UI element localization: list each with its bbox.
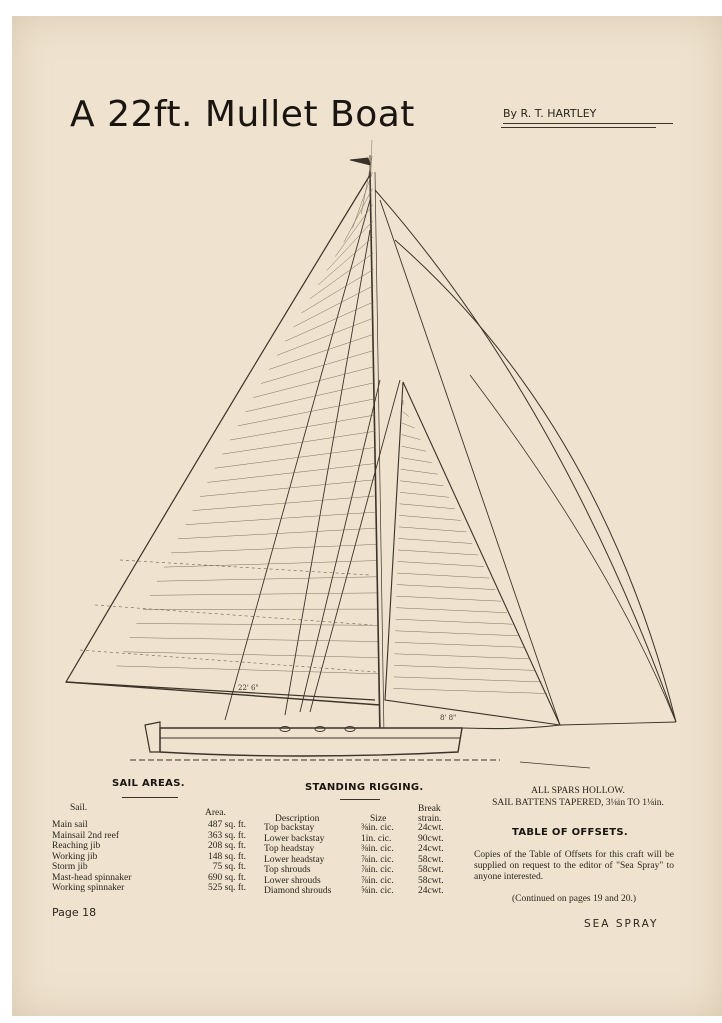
jib-hatch-line bbox=[402, 435, 421, 440]
rigging-size: ⅝in. cic. bbox=[361, 886, 394, 896]
sail-col-header: Sail. bbox=[70, 803, 88, 813]
rigging-strain: 58cwt. bbox=[418, 854, 444, 865]
sail-hatch-line bbox=[310, 253, 373, 299]
jib-hatch-line bbox=[396, 619, 513, 624]
jib-hatch-line bbox=[395, 642, 524, 647]
byline: By R. T. HARTLEY bbox=[503, 107, 597, 120]
rigging-strain: 24cwt. bbox=[418, 844, 444, 854]
rigging-row bbox=[264, 876, 454, 887]
rigging-strain: 58cwt. bbox=[418, 875, 444, 886]
sail-name: Main sail bbox=[52, 820, 88, 830]
rigging-description: Diamond shrouds bbox=[264, 886, 332, 896]
rigging-description: Top backstay bbox=[264, 823, 315, 833]
spars-note: ALL SPARS HOLLOW. bbox=[531, 786, 625, 796]
jib-hatch-line bbox=[397, 585, 496, 590]
rigging-row bbox=[264, 823, 454, 834]
magazine-name: SEA SPRAY bbox=[584, 918, 659, 930]
jib-hatch-line bbox=[398, 539, 472, 544]
jib-hatch-line bbox=[395, 631, 518, 636]
sail-hatch-line bbox=[207, 464, 375, 483]
rigging-row bbox=[264, 865, 454, 876]
rigging-row bbox=[264, 886, 454, 897]
sail-hatch-line bbox=[130, 638, 378, 642]
sail-areas-table bbox=[52, 820, 252, 894]
rigging-size: ⅞in. cic. bbox=[361, 875, 394, 886]
battens-note: SAIL BATTENS TAPERED, 3⅛in TO 1⅛in. bbox=[492, 798, 664, 808]
jib-hatch-line bbox=[397, 573, 489, 578]
sail-hatch-line bbox=[253, 367, 374, 398]
area-col-header: Area. bbox=[205, 808, 226, 818]
sail-area-row bbox=[52, 841, 252, 852]
break-col-header-2: strain. bbox=[418, 814, 442, 824]
rigging-size: 1in. cic. bbox=[361, 833, 392, 844]
sail-name: Working jib bbox=[52, 851, 98, 862]
jib-hatch-line bbox=[403, 412, 409, 417]
rigging-size: ⅞in. cic. bbox=[361, 865, 394, 875]
sail-area-value: 487 sq. ft. bbox=[208, 820, 246, 830]
sail-hatch-line bbox=[178, 528, 376, 539]
rigging-row bbox=[264, 834, 454, 845]
sail-name: Mast-head spinnaker bbox=[52, 872, 132, 883]
standing-rigging-heading: STANDING RIGGING. bbox=[305, 782, 424, 793]
jib-hatch-line bbox=[402, 446, 427, 451]
jib-hatch-line bbox=[393, 689, 547, 694]
jib-hatch-line bbox=[396, 608, 507, 613]
rigging-size: ⅜in. cic. bbox=[361, 844, 394, 854]
foot-length-label: 8' 8" bbox=[440, 714, 457, 722]
page-number: Page 18 bbox=[52, 906, 97, 919]
jib-hatch-line bbox=[401, 458, 432, 463]
sail-name: Mainsail 2nd reef bbox=[52, 830, 120, 841]
sail-area-value: 148 sq. ft. bbox=[208, 851, 246, 862]
sail-area-row bbox=[52, 820, 252, 831]
jib-hatch-line bbox=[394, 677, 542, 682]
jib-hatch-line bbox=[395, 654, 530, 659]
jib-hatch-line bbox=[402, 423, 414, 428]
desc-col-header: Description bbox=[275, 814, 320, 824]
rigging-strain: 90cwt. bbox=[418, 833, 444, 844]
sail-area-row bbox=[52, 862, 252, 873]
rigging-description: Lower backstay bbox=[264, 833, 325, 844]
jib-hatch-line bbox=[399, 515, 461, 520]
sail-hatch-line bbox=[269, 334, 374, 369]
break-col-header-1: Break bbox=[418, 804, 441, 814]
continued-note: (Continued on pages 19 and 20.) bbox=[511, 894, 636, 904]
sail-areas-heading: SAIL AREAS. bbox=[112, 778, 185, 789]
rigging-description: Top shrouds bbox=[264, 865, 311, 875]
sail-area-value: 363 sq. ft. bbox=[208, 830, 246, 841]
rigging-strain: 58cwt. bbox=[418, 865, 444, 875]
article-title: A 22ft. Mullet Boat bbox=[70, 94, 415, 135]
rigging-strain: 24cwt. bbox=[418, 886, 444, 896]
rigging-underline bbox=[340, 799, 380, 800]
boom bbox=[66, 682, 380, 705]
offsets-text: Copies of the Table of Offsets for this craft will be supplied on request to the editor of "Sea Spray" to anyone interested. bbox=[474, 850, 674, 882]
sail-hatch-line bbox=[123, 652, 378, 658]
rigging-strain: 24cwt. bbox=[418, 823, 444, 833]
jib-hatch-line bbox=[400, 481, 443, 486]
sail-hatch-line bbox=[185, 512, 376, 525]
rigging-size: ⅞in. cic. bbox=[361, 854, 394, 865]
offsets-heading: TABLE OF OFFSETS. bbox=[512, 827, 629, 838]
sail-area-row bbox=[52, 852, 252, 863]
sail-name: Reaching jib bbox=[52, 841, 101, 851]
sail-hatch-line bbox=[353, 172, 373, 228]
spinnaker-leech bbox=[375, 190, 676, 722]
sail-areas-underline bbox=[122, 797, 178, 798]
sail-hatch-line bbox=[344, 189, 373, 243]
jib-hatch-line bbox=[399, 527, 467, 532]
sail-area-value: 75 sq. ft. bbox=[212, 862, 246, 872]
jib-hatch-line bbox=[398, 562, 484, 567]
burgee bbox=[350, 158, 370, 165]
rigging-description: Lower shrouds bbox=[264, 875, 321, 886]
sail-hatch-line bbox=[238, 399, 375, 426]
jib-hatch-line bbox=[394, 665, 536, 670]
jib-hatch-line bbox=[400, 504, 455, 509]
sail-hatch-line bbox=[136, 624, 377, 626]
sail-hatch-line bbox=[327, 221, 373, 271]
mast bbox=[370, 172, 380, 735]
sail-hatch-line bbox=[230, 415, 375, 440]
sail-hatch-line bbox=[261, 350, 374, 383]
sail-hatch-line bbox=[164, 561, 377, 568]
rudder bbox=[145, 722, 160, 752]
sail-hatch-line bbox=[245, 383, 374, 412]
sail-hatch-line bbox=[222, 431, 375, 454]
sail-area-value: 525 sq. ft. bbox=[208, 883, 246, 893]
sail-area-row bbox=[52, 883, 252, 894]
sail-name: Working spinnaker bbox=[52, 883, 125, 893]
sail-hatch-line bbox=[117, 666, 378, 674]
sail-area-value: 690 sq. ft. bbox=[208, 872, 246, 883]
rigging-description: Lower headstay bbox=[264, 854, 325, 865]
sail-hatch-line bbox=[215, 447, 376, 468]
sail-hatch-line bbox=[150, 593, 377, 595]
sail-area-row bbox=[52, 873, 252, 884]
sail-area-row bbox=[52, 831, 252, 842]
jib-hatch-line bbox=[401, 469, 438, 474]
jib-hatch-line bbox=[397, 596, 502, 601]
rigging-size: ⅜in. cic. bbox=[361, 823, 394, 833]
spinnaker-luff bbox=[395, 240, 676, 722]
rigging-row bbox=[264, 855, 454, 866]
jib-hatch-line bbox=[400, 492, 449, 497]
size-col-header: Size bbox=[370, 814, 387, 824]
jib-hatch-line bbox=[398, 550, 478, 555]
boom-length-label: 22' 6" bbox=[238, 684, 259, 692]
rigging-table bbox=[264, 823, 454, 897]
sail-hatch-line bbox=[293, 286, 373, 328]
rigging-row bbox=[264, 844, 454, 855]
sail-name: Storm jib bbox=[52, 862, 88, 872]
sail-area-value: 208 sq. ft. bbox=[208, 841, 246, 851]
jib bbox=[385, 382, 560, 725]
sail-hatch-line bbox=[157, 577, 377, 581]
mainsail-luff bbox=[66, 175, 375, 700]
hull bbox=[160, 728, 462, 756]
rigging-description: Top headstay bbox=[264, 844, 315, 854]
